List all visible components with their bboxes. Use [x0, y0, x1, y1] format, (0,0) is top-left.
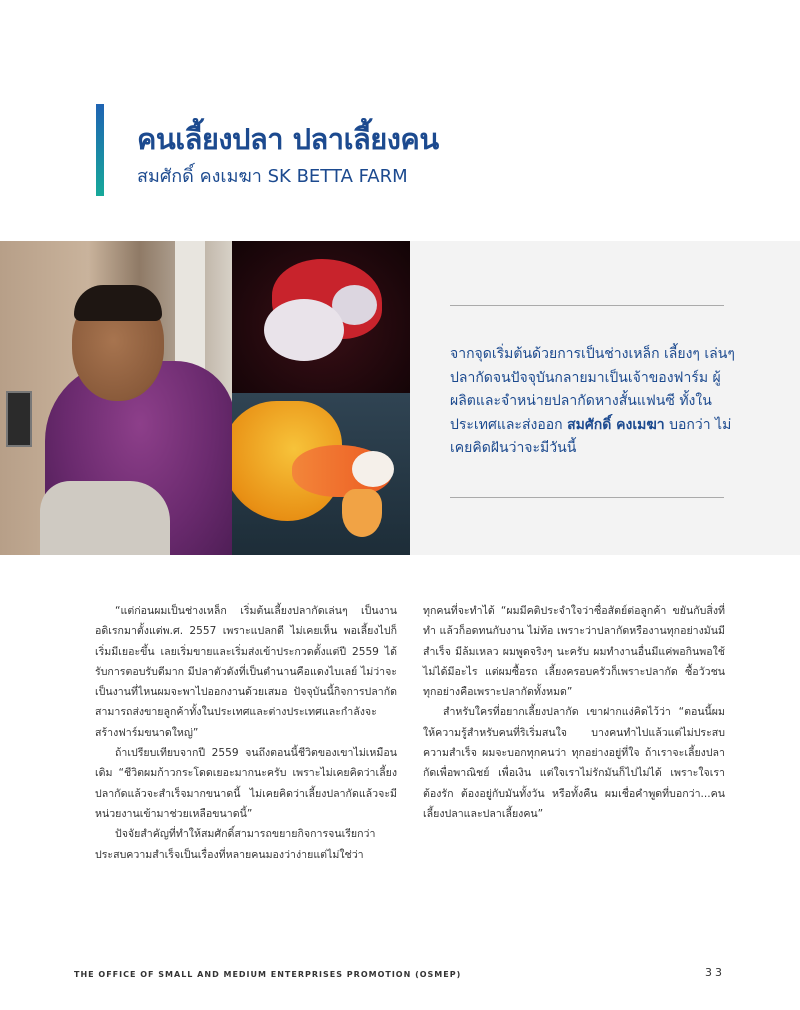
title-accent-bar [96, 104, 104, 196]
farmer-portrait-photo [0, 241, 232, 555]
quote-bottom-rule [450, 497, 724, 498]
article-title: คนเลี้ยงปลา ปลาเลี้ยงคน [137, 122, 439, 156]
body-paragraph: สำหรับใครที่อยากเลี้ยงปลากัด เขาฝากแง่คิดไว้ว่า “ตอนนี้ผมให้ความรู้สำหรับคนที่ริเริ่มสนใจ บางคนทำไปแล้วแต่ไม่ประสบความสำเร็จ ผมจะบอกทุกคนว่า ทุกอย่างอยู่ที่ใจ ถ้าเราจะเลี้ยงปลากัดเพื่อพาณิชย์ เพื่อเงิน แต่ใจเราไม่รักมันก็ไปไม่ได้ เพราะใจเราต้องรัก ต้องอยู่กับมันทั้งวัน หรือทั้งคืน ผมเชื่อคำพูดที่บอกว่า...คนเลี้ยงปลาและปลาเลี้ยงคน” [423, 706, 725, 820]
body-column-left [95, 601, 397, 865]
body-column-right [423, 601, 725, 824]
body-paragraph: ปัจจัยสำคัญที่ทำให้สมศักดิ์สามารถขยายกิจการจนเรียกว่าประสบความสำเร็จเป็นเรื่องที่หลายคนมองว่าง่ายแต่ไม่ใช่ว่า [95, 828, 376, 861]
betta-fish-photo-orange [232, 393, 410, 555]
betta-fish-photo-red [232, 241, 410, 393]
photo-collage [0, 241, 410, 555]
page-number: 33 [705, 966, 725, 979]
footer-organization: THE OFFICE OF SMALL AND MEDIUM ENTERPRISES PROMOTION (OSMEP) [74, 970, 462, 979]
pull-quote-name: สมศักดิ์ คงเมฆา [567, 416, 665, 433]
article-subtitle: สมศักดิ์ คงเมฆา SK BETTA FARM [137, 166, 408, 187]
pull-quote: จากจุดเริ่มต้นด้วยการเป็นช่างเหล็ก เลี้ยงๆ เล่นๆ ปลากัดจนปัจจุบันกลายมาเป็นเจ้าของฟาร์ม ผู้ผลิตและจำหน่ายปลากัดหางสั้นแฟนซี ทั้งในประเทศและส่งออก สมศักดิ์ คงเมฆา บอกว่า ไม่เคยคิดฝันว่าจะมีวันนี้ [450, 346, 735, 456]
quote-top-rule [450, 305, 724, 306]
body-paragraph: ทุกคนที่จะทำได้ “ผมมีคติประจำใจว่าซื่อสัตย์ต่อลูกค้า ขยันกับสิ่งที่ทำ แล้วก็อดทนกับงาน ไม่ท้อ เพราะว่าปลากัดหรืองานทุกอย่างมันมีสำเร็จ มีล้มเหลว ผมพูดจริงๆ นะครับ ผมทำงานอื่นมีแค่พอกินพอใช้ ไม่ได้มีอะไร แต่ผมซื้อรถ เลี้ยงครอบครัวก็เพราะปลากัด ซื้อวัวชน ทุกอย่างคือเพราะปลากัดทั้งหมด” [423, 605, 725, 699]
body-paragraph: ถ้าเปรียบเทียบจากปี 2559 จนถึงตอนนี้ชีวิตของเขาไม่เหมือนเดิม “ชีวิตผมก้าวกระโดดเยอะมากนะครับ เพราะไม่เคยคิดว่าเลี้ยงปลากัดแล้วจะสำเร็จมากขนาดนี้ ไม่เคยคิดว่าเลี้ยงปลากัดแล้วจะมีหน่วยงานเข้ามาช่วยเหลือขนาดนี้” [95, 747, 397, 820]
body-paragraph: “แต่ก่อนผมเป็นช่างเหล็ก เริ่มต้นเลี้ยงปลากัดเล่นๆ เป็นงานอดิเรกมาตั้งแต่พ.ศ. 2557 เพราะแปลกดี ไม่เคยเห็น พอเลี้ยงไปก็เริ่มมีเยอะขึ้น เลยเริ่มขายและเริ่มส่งเข้าประกวดตั้งแต่ปี 2559 ได้รับการตอบรับดีมาก มีปลาตัวดังที่เป็นตำนานคือแดงไบเลย์ ไม่ว่าจะเป็นงานที่ไหนผมจะพาไปออกงานด้วยเสมอ ปัจจุบันนี้กิจการปลากัดสามารถส่งขายลูกค้าทั้งในประเทศและต่างประเทศและกำลังจะสร้างฟาร์มขนาดใหญ่” [95, 605, 397, 739]
